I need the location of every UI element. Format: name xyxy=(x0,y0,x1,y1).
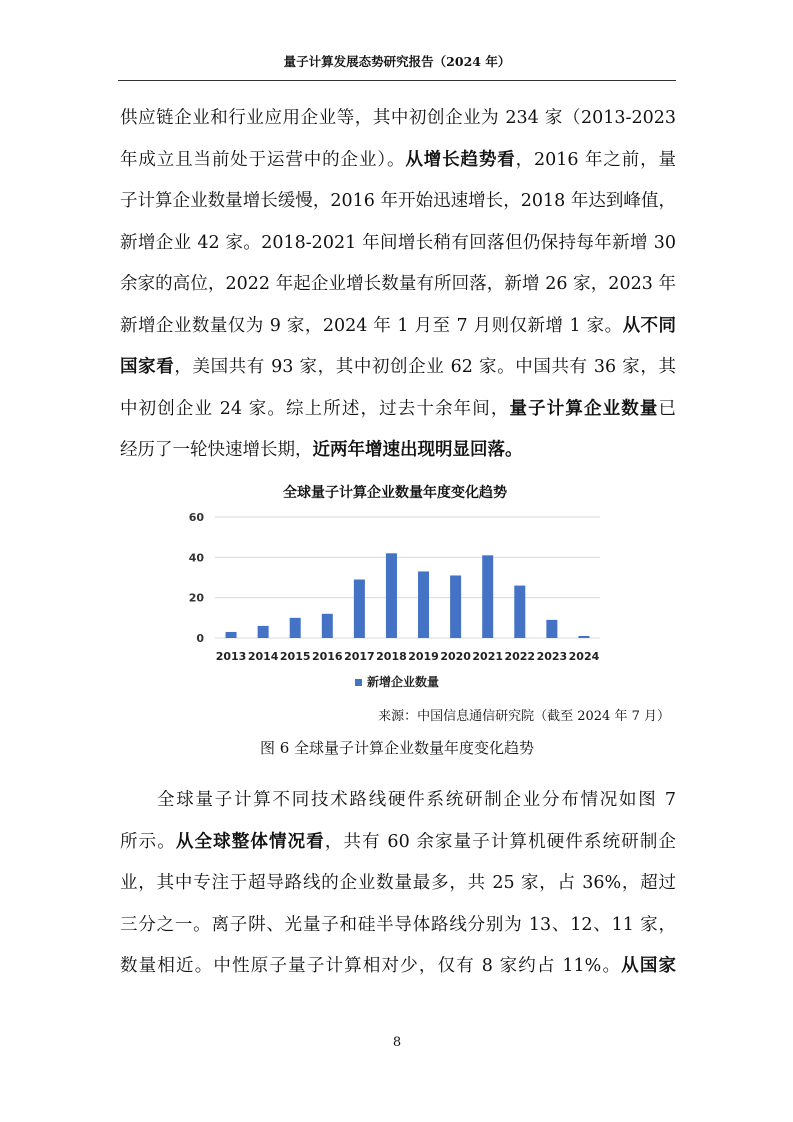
text-line: 数量相近。中性原子量子计算相对少，仅有 8 家约占 11%。从国家 xyxy=(120,956,677,976)
x-tick-label: 2018 xyxy=(376,650,407,663)
bold-phrase: 从增长趋势看 xyxy=(405,149,516,170)
bar xyxy=(450,575,461,638)
text-line: 年成立且当前处于运营中的企业）。从增长趋势看，2016 年之前，量 xyxy=(120,149,677,170)
text-line: 经历了一轮快速增长期，近两年增速出现明显回落。 xyxy=(120,440,523,460)
text-line: 供应链企业和行业应用企业等，其中初创企业为 234 家（2013-2023 xyxy=(120,108,676,128)
text-line: 新增企业 42 家。2018-2021 年间增长稍有回落但仍保持每年新增 30 xyxy=(120,232,676,253)
x-tick-label: 2016 xyxy=(311,650,343,663)
bar xyxy=(322,614,333,638)
bold-phrase: 从国家 xyxy=(621,956,677,976)
text-line: 业，其中专注于超导路线的企业数量最多，共 25 家，占 36%，超过 xyxy=(120,873,676,893)
chart-title: 全球量子计算企业数量年度变化趋势 xyxy=(283,485,507,501)
y-tick-label: 40 xyxy=(188,551,204,565)
x-tick-label: 2024 xyxy=(568,650,600,663)
legend-swatch xyxy=(355,679,362,686)
x-tick-label: 2019 xyxy=(408,650,439,663)
paragraph-2 xyxy=(120,780,676,988)
chart-plot xyxy=(180,474,610,704)
bold-phrase: 量子计算企业数量 xyxy=(509,398,659,419)
y-tick-label: 0 xyxy=(196,632,204,645)
bar xyxy=(482,555,493,638)
text-line: 中初创企业 24 家。综上所述，过去十余年间，量子计算企业数量已 xyxy=(120,398,676,419)
figure-caption: 图 6 全球量子计算企业数量年度变化趋势 xyxy=(259,739,535,757)
bar xyxy=(290,618,301,638)
bar xyxy=(386,553,397,638)
bold-phrase: 从不同 xyxy=(622,315,677,336)
bar xyxy=(226,632,237,638)
page-header: 量子计算发展态势研究报告（2024 年） xyxy=(283,54,511,69)
y-tick-label: 20 xyxy=(188,591,204,605)
header-rule xyxy=(118,80,676,81)
bold-phrase: 国家看 xyxy=(120,357,175,377)
x-tick-label: 2014 xyxy=(247,650,279,663)
y-tick-label: 60 xyxy=(188,511,204,524)
paragraph-1 xyxy=(120,98,676,472)
text-line: 全球量子计算不同技术路线硬件系统研制企业分布情况如图 7 xyxy=(157,790,676,810)
x-tick-label: 2020 xyxy=(440,650,471,663)
bar-chart xyxy=(180,474,610,704)
page-number: 8 xyxy=(392,1035,402,1050)
text-line: 新增企业数量仅为 9 家，2024 年 1 月至 7 月则仅新增 1 家。从不同 xyxy=(120,315,677,336)
bar xyxy=(354,580,365,638)
legend-label: 新增企业数量 xyxy=(367,675,440,689)
bar xyxy=(418,571,429,638)
bar xyxy=(578,636,589,638)
text-line: 三分之一。离子阱、光量子和硅半导体路线分别为 13、12、11 家， xyxy=(120,914,676,935)
x-tick-label: 2021 xyxy=(472,650,504,663)
text-line: 余家的高位，2022 年起企业增长数量有所回落，新增 26 家，2023 年 xyxy=(120,274,676,294)
x-tick-label: 2023 xyxy=(536,650,568,663)
bold-phrase: 从全球整体情况看 xyxy=(175,831,325,852)
text-line: 国家看，美国共有 93 家，其中初创企业 62 家。中国共有 36 家，其 xyxy=(120,357,677,377)
x-tick-label: 2017 xyxy=(344,650,375,663)
text-line: 所示。从全球整体情况看，共有 60 余家量子计算机硬件系统研制企 xyxy=(120,831,676,852)
bold-phrase: 近两年增速出现明显回落。 xyxy=(312,440,523,460)
x-tick-label: 2013 xyxy=(215,650,247,663)
bar xyxy=(546,620,557,638)
bar xyxy=(258,626,269,638)
x-tick-label: 2022 xyxy=(504,650,536,663)
bar xyxy=(514,586,525,638)
source-note: 来源：中国信息通信研究院（截至 2024 年 7 月） xyxy=(378,709,670,724)
text-line: 子计算企业数量增长缓慢，2016 年开始迅速增长，2018 年达到峰值， xyxy=(120,191,676,211)
x-tick-label: 2015 xyxy=(279,650,311,663)
